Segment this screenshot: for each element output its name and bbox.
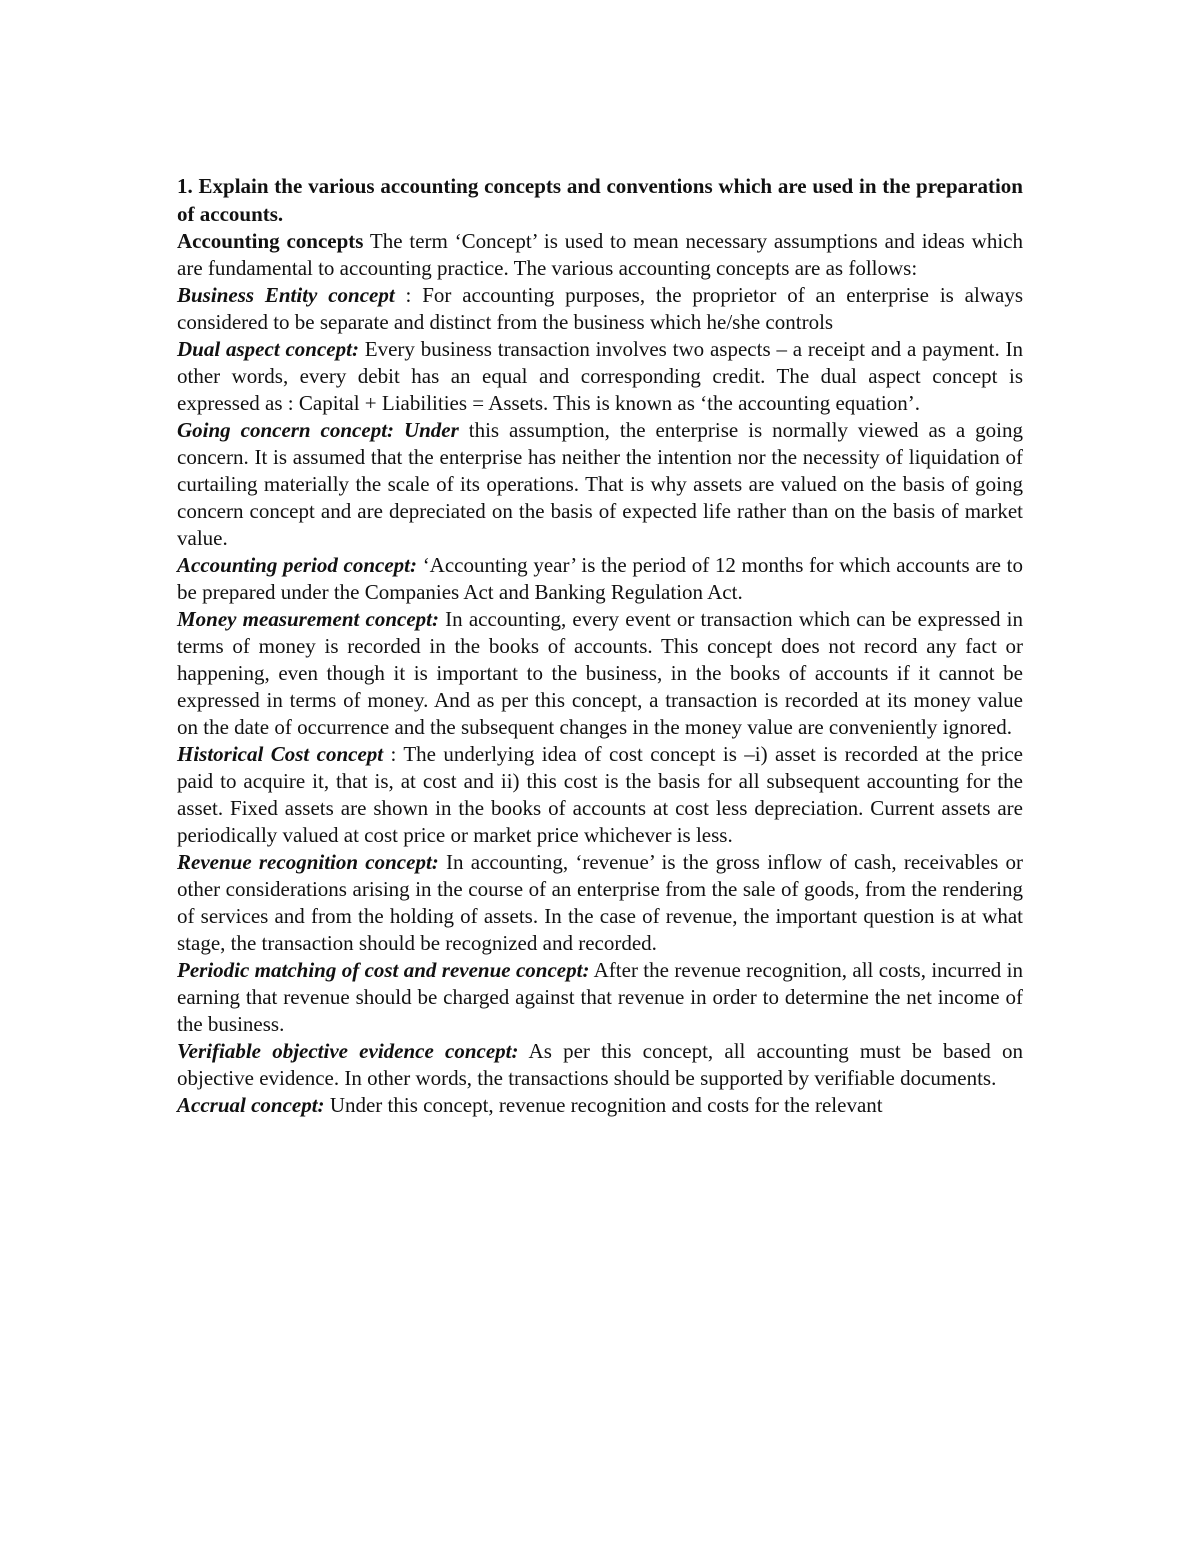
intro-term: Accounting concepts <box>177 229 364 253</box>
concept-text: After the revenue recognition, all costs, incurred in earning that revenue should be charged against that revenue in order to determine the net income of the business. <box>177 958 1023 1036</box>
concept-money-measurement <box>177 606 1023 741</box>
concept-text: In accounting, every event or transaction which can be expressed in terms of money is recorded in the books of accounts. This concept does not record any fact or happening, even though it is important to the business, in the books of accounts if it cannot be expressed in terms of money. And as per this concept, a transaction is recorded at its money value on the date of occurrence and the subsequent changes in the money value are conveniently ignored. <box>177 607 1023 739</box>
concept-term: Historical Cost concept <box>177 742 384 766</box>
document-body <box>177 172 1023 1119</box>
concept-dual-aspect <box>177 336 1023 417</box>
concept-text: As per this concept, all accounting must be based on objective evidence. In other words, the transactions should be supported by verifiable documents. <box>177 1039 1023 1090</box>
concept-periodic-matching <box>177 957 1023 1038</box>
concept-text: Every business transaction involves two aspects – a receipt and a payment. In other words, every debit has an equal and corresponding credit. The dual aspect concept is expressed as : Capital + Liabilities = Assets. This is known as ‘the accounting equation’. <box>177 337 1024 415</box>
intro-paragraph <box>177 228 1023 282</box>
concept-term: Dual aspect concept: <box>177 337 359 361</box>
concept-text: Under this concept, revenue recognition and costs for the relevant <box>324 1093 883 1117</box>
concept-term: Revenue recognition concept: <box>177 850 439 874</box>
concept-term: Accrual concept: <box>177 1093 325 1117</box>
concept-term: Periodic matching of cost and revenue concept: <box>177 958 590 982</box>
concept-text: ‘Accounting year’ is the period of 12 months for which accounts are to be prepared under the Companies Act and Banking Regulation Act. <box>177 553 1023 604</box>
concept-accounting-period <box>177 552 1023 606</box>
concept-text: : For accounting purposes, the proprietor of an enterprise is always considered to be separate and distinct from the business which he/she controls <box>177 283 1023 334</box>
concept-term: Business Entity concept <box>177 283 395 307</box>
concept-going-concern <box>177 417 1023 552</box>
concept-text: this assumption, the enterprise is normally viewed as a going concern. It is assumed that the enterprise has neither the intention nor the necessity of liquidation of curtailing materially the scale of its operations. That is why assets are valued on the basis of going concern concept and are depreciated on the basis of expected life rather than on the basis of market value. <box>177 418 1023 550</box>
concept-term: Going concern concept: Under <box>177 418 459 442</box>
concept-term: Verifiable objective evidence concept: <box>177 1039 519 1063</box>
concept-business-entity <box>177 282 1023 336</box>
question-heading: 1. Explain the various accounting concepts and conventions which are used in the preparation of accounts. <box>177 174 1023 226</box>
concept-text: : The underlying idea of cost concept is –i) asset is recorded at the price paid to acquire it, that is, at cost and ii) this cost is the basis for all subsequent accounting for the asset. Fixed assets are shown in the books of accounts at cost less depreciation. Current assets are periodically valued at cost price or market price whichever is less. <box>177 742 1023 847</box>
concept-term: Accounting period concept: <box>177 553 418 577</box>
concept-revenue-recognition <box>177 849 1023 957</box>
intro-text: The term ‘Concept’ is used to mean necessary assumptions and ideas which are fundamental to accounting practice. The various accounting concepts are as follows: <box>177 229 1023 280</box>
concept-verifiable-evidence <box>177 1038 1023 1092</box>
concept-accrual <box>177 1092 1023 1119</box>
concept-historical-cost <box>177 741 1023 849</box>
concept-term: Money measurement concept: <box>177 607 439 631</box>
concept-text: In accounting, ‘revenue’ is the gross inflow of cash, receivables or other considerations arising in the course of an enterprise from the sale of goods, from the rendering of services and from the holding of assets. In the case of revenue, the important question is at what stage, the transaction should be recognized and recorded. <box>177 850 1023 955</box>
